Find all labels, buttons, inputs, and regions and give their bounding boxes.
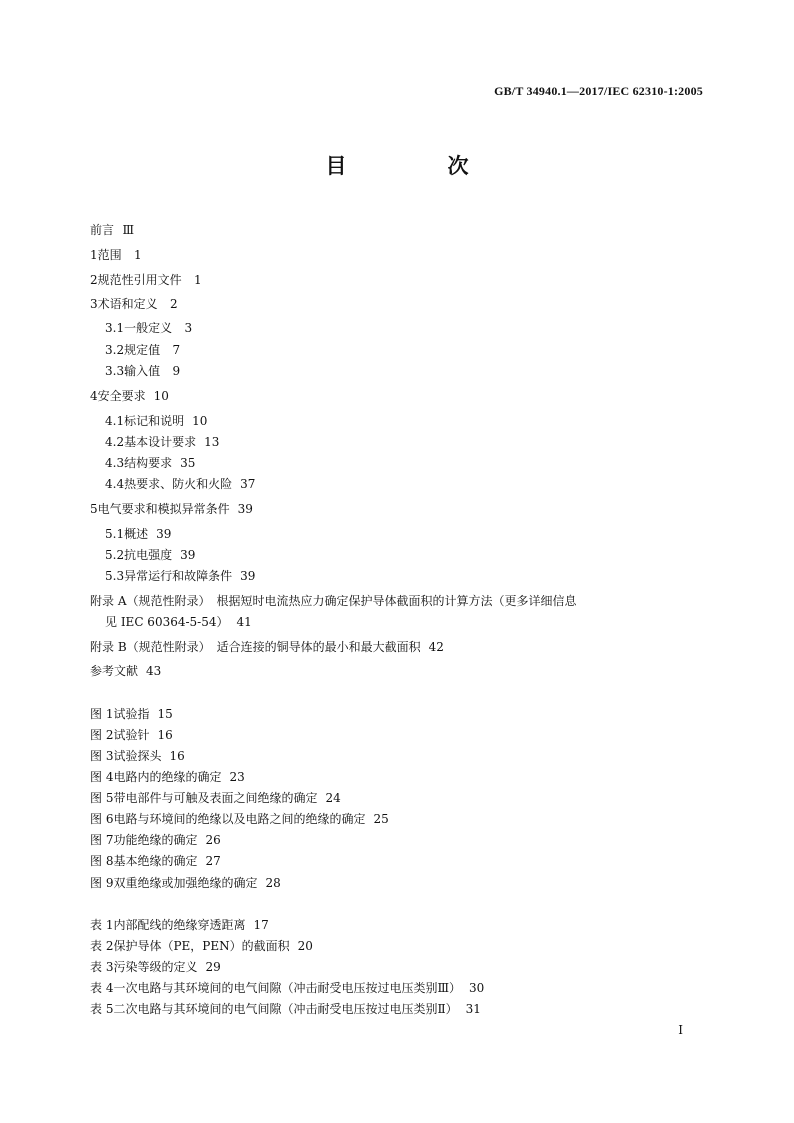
toc-number: 4.1: [105, 414, 125, 428]
figure-label: 带电部件与可触及表面之间绝缘的确定: [113, 791, 318, 805]
figure-number: 图 7: [90, 833, 114, 847]
toc-page: 39: [237, 502, 253, 516]
toc-page: 39: [240, 569, 256, 583]
table-number: 表 1: [90, 918, 114, 932]
figure-page: 23: [229, 770, 245, 784]
toc-label: 一般定义: [124, 321, 173, 335]
toc-page: 3: [184, 321, 193, 335]
table-label: 污染等级的定义: [113, 960, 198, 974]
toc-number: 3.1: [105, 321, 125, 335]
toc-page: 9: [172, 364, 181, 378]
toc-number: 4.4: [105, 477, 125, 491]
toc-number: 3: [90, 297, 98, 311]
table-number: 表 5: [90, 1002, 114, 1016]
figure-page: 28: [265, 876, 281, 890]
toc-label: 范围: [97, 248, 122, 262]
toc-page: 13: [204, 435, 220, 449]
toc-label: 安全要求: [97, 389, 146, 403]
toc-page: 7: [172, 343, 181, 357]
table-number: 表 3: [90, 960, 114, 974]
figure-page: 26: [205, 833, 221, 847]
toc-number: 5.3: [105, 569, 125, 583]
toc-label: 标记和说明: [124, 414, 185, 428]
toc-page: 10: [153, 389, 169, 403]
figure-page: 27: [205, 854, 221, 868]
toc-label: 概述: [124, 527, 149, 541]
toc-number: 3.3: [105, 364, 125, 378]
toc-page: 37: [240, 477, 256, 491]
figure-label: 试验探头: [113, 749, 162, 763]
toc-page: 41: [236, 615, 252, 629]
toc-label: 输入值: [124, 364, 161, 378]
toc-number: 1: [90, 248, 98, 262]
toc-label: 参考文献: [90, 664, 139, 678]
standard-header: GB/T 34940.1—2017/IEC 62310-1:2005: [494, 84, 703, 98]
page-number: I: [678, 1023, 683, 1037]
toc-number: 4: [90, 389, 98, 403]
figure-number: 图 8: [90, 854, 114, 868]
toc-label: 抗电强度: [124, 548, 173, 562]
table-label: 二次电路与其环境间的电气间隙（冲击耐受电压按过电压类别Ⅱ）: [113, 1002, 458, 1016]
toc-number: 2: [90, 273, 98, 287]
figure-label: 功能绝缘的确定: [113, 833, 198, 847]
toc-number: 5.1: [105, 527, 125, 541]
toc-page: 1: [194, 273, 202, 287]
toc-entry-annex-a-line1[interactable]: 附录 A（规范性附录） 根据短时电流热应力确定保护导体截面积的计算方法（更多详细信息: [90, 594, 577, 608]
toc-page: 10: [192, 414, 208, 428]
figure-label: 试验指: [113, 707, 150, 721]
toc-label: 规定值: [124, 343, 161, 357]
figure-number: 图 6: [90, 812, 114, 826]
table-label: 保护导体（PE，PEN）的截面积: [113, 939, 290, 953]
toc-label: 前言: [90, 223, 115, 237]
toc-page: 39: [180, 548, 196, 562]
toc-number: 5: [90, 502, 98, 516]
toc-label: 异常运行和故障条件: [124, 569, 233, 583]
toc-page: 1: [134, 248, 142, 262]
figure-number: 图 3: [90, 749, 114, 763]
table-page: 30: [469, 981, 485, 995]
figure-label: 电路内的绝缘的确定: [113, 770, 222, 784]
figure-label: 基本绝缘的确定: [113, 854, 198, 868]
table-page: 17: [253, 918, 269, 932]
figure-page: 16: [169, 749, 185, 763]
toc-page: 2: [170, 297, 178, 311]
toc-label: 术语和定义: [97, 297, 158, 311]
toc-label: 见 IEC 60364-5-54）: [105, 615, 229, 629]
figure-number: 图 4: [90, 770, 114, 784]
figure-number: 图 9: [90, 876, 114, 890]
toc-page: 42: [428, 640, 444, 654]
toc-page: Ⅲ: [122, 223, 135, 237]
figure-number: 图 5: [90, 791, 114, 805]
table-label: 一次电路与其环境间的电气间隙（冲击耐受电压按过电压类别Ⅲ）: [113, 981, 462, 995]
toc-label: 基本设计要求: [124, 435, 197, 449]
toc-label: 结构要求: [124, 456, 173, 470]
table-page: 29: [205, 960, 221, 974]
toc-page: 43: [146, 664, 162, 678]
figure-label: 试验针: [113, 728, 150, 742]
figure-number: 图 1: [90, 707, 114, 721]
toc-page: 35: [180, 456, 196, 470]
toc-page: 39: [156, 527, 172, 541]
toc-number: 5.2: [105, 548, 125, 562]
table-number: 表 2: [90, 939, 114, 953]
toc-label: 规范性引用文件: [97, 273, 182, 287]
figure-label: 电路与环境间的绝缘以及电路之间的绝缘的确定: [113, 812, 366, 826]
toc-number: 4.3: [105, 456, 125, 470]
table-page: 20: [297, 939, 313, 953]
toc-number: 4.2: [105, 435, 125, 449]
figure-label: 双重绝缘或加强绝缘的确定: [113, 876, 258, 890]
figure-number: 图 2: [90, 728, 114, 742]
table-page: 31: [465, 1002, 481, 1016]
figure-page: 25: [373, 812, 389, 826]
toc-label: 附录 B（规范性附录） 适合连接的铜导体的最小和最大截面积: [90, 640, 421, 654]
figure-page: 24: [325, 791, 341, 805]
table-number: 表 4: [90, 981, 114, 995]
figure-page: 16: [157, 728, 173, 742]
table-label: 内部配线的绝缘穿透距离: [113, 918, 246, 932]
toc-label: 热要求、防火和火险: [124, 477, 233, 491]
toc-number: 3.2: [105, 343, 125, 357]
page-title: 目 次: [325, 153, 509, 178]
toc-label: 电气要求和模拟异常条件: [97, 502, 230, 516]
figure-page: 15: [157, 707, 173, 721]
